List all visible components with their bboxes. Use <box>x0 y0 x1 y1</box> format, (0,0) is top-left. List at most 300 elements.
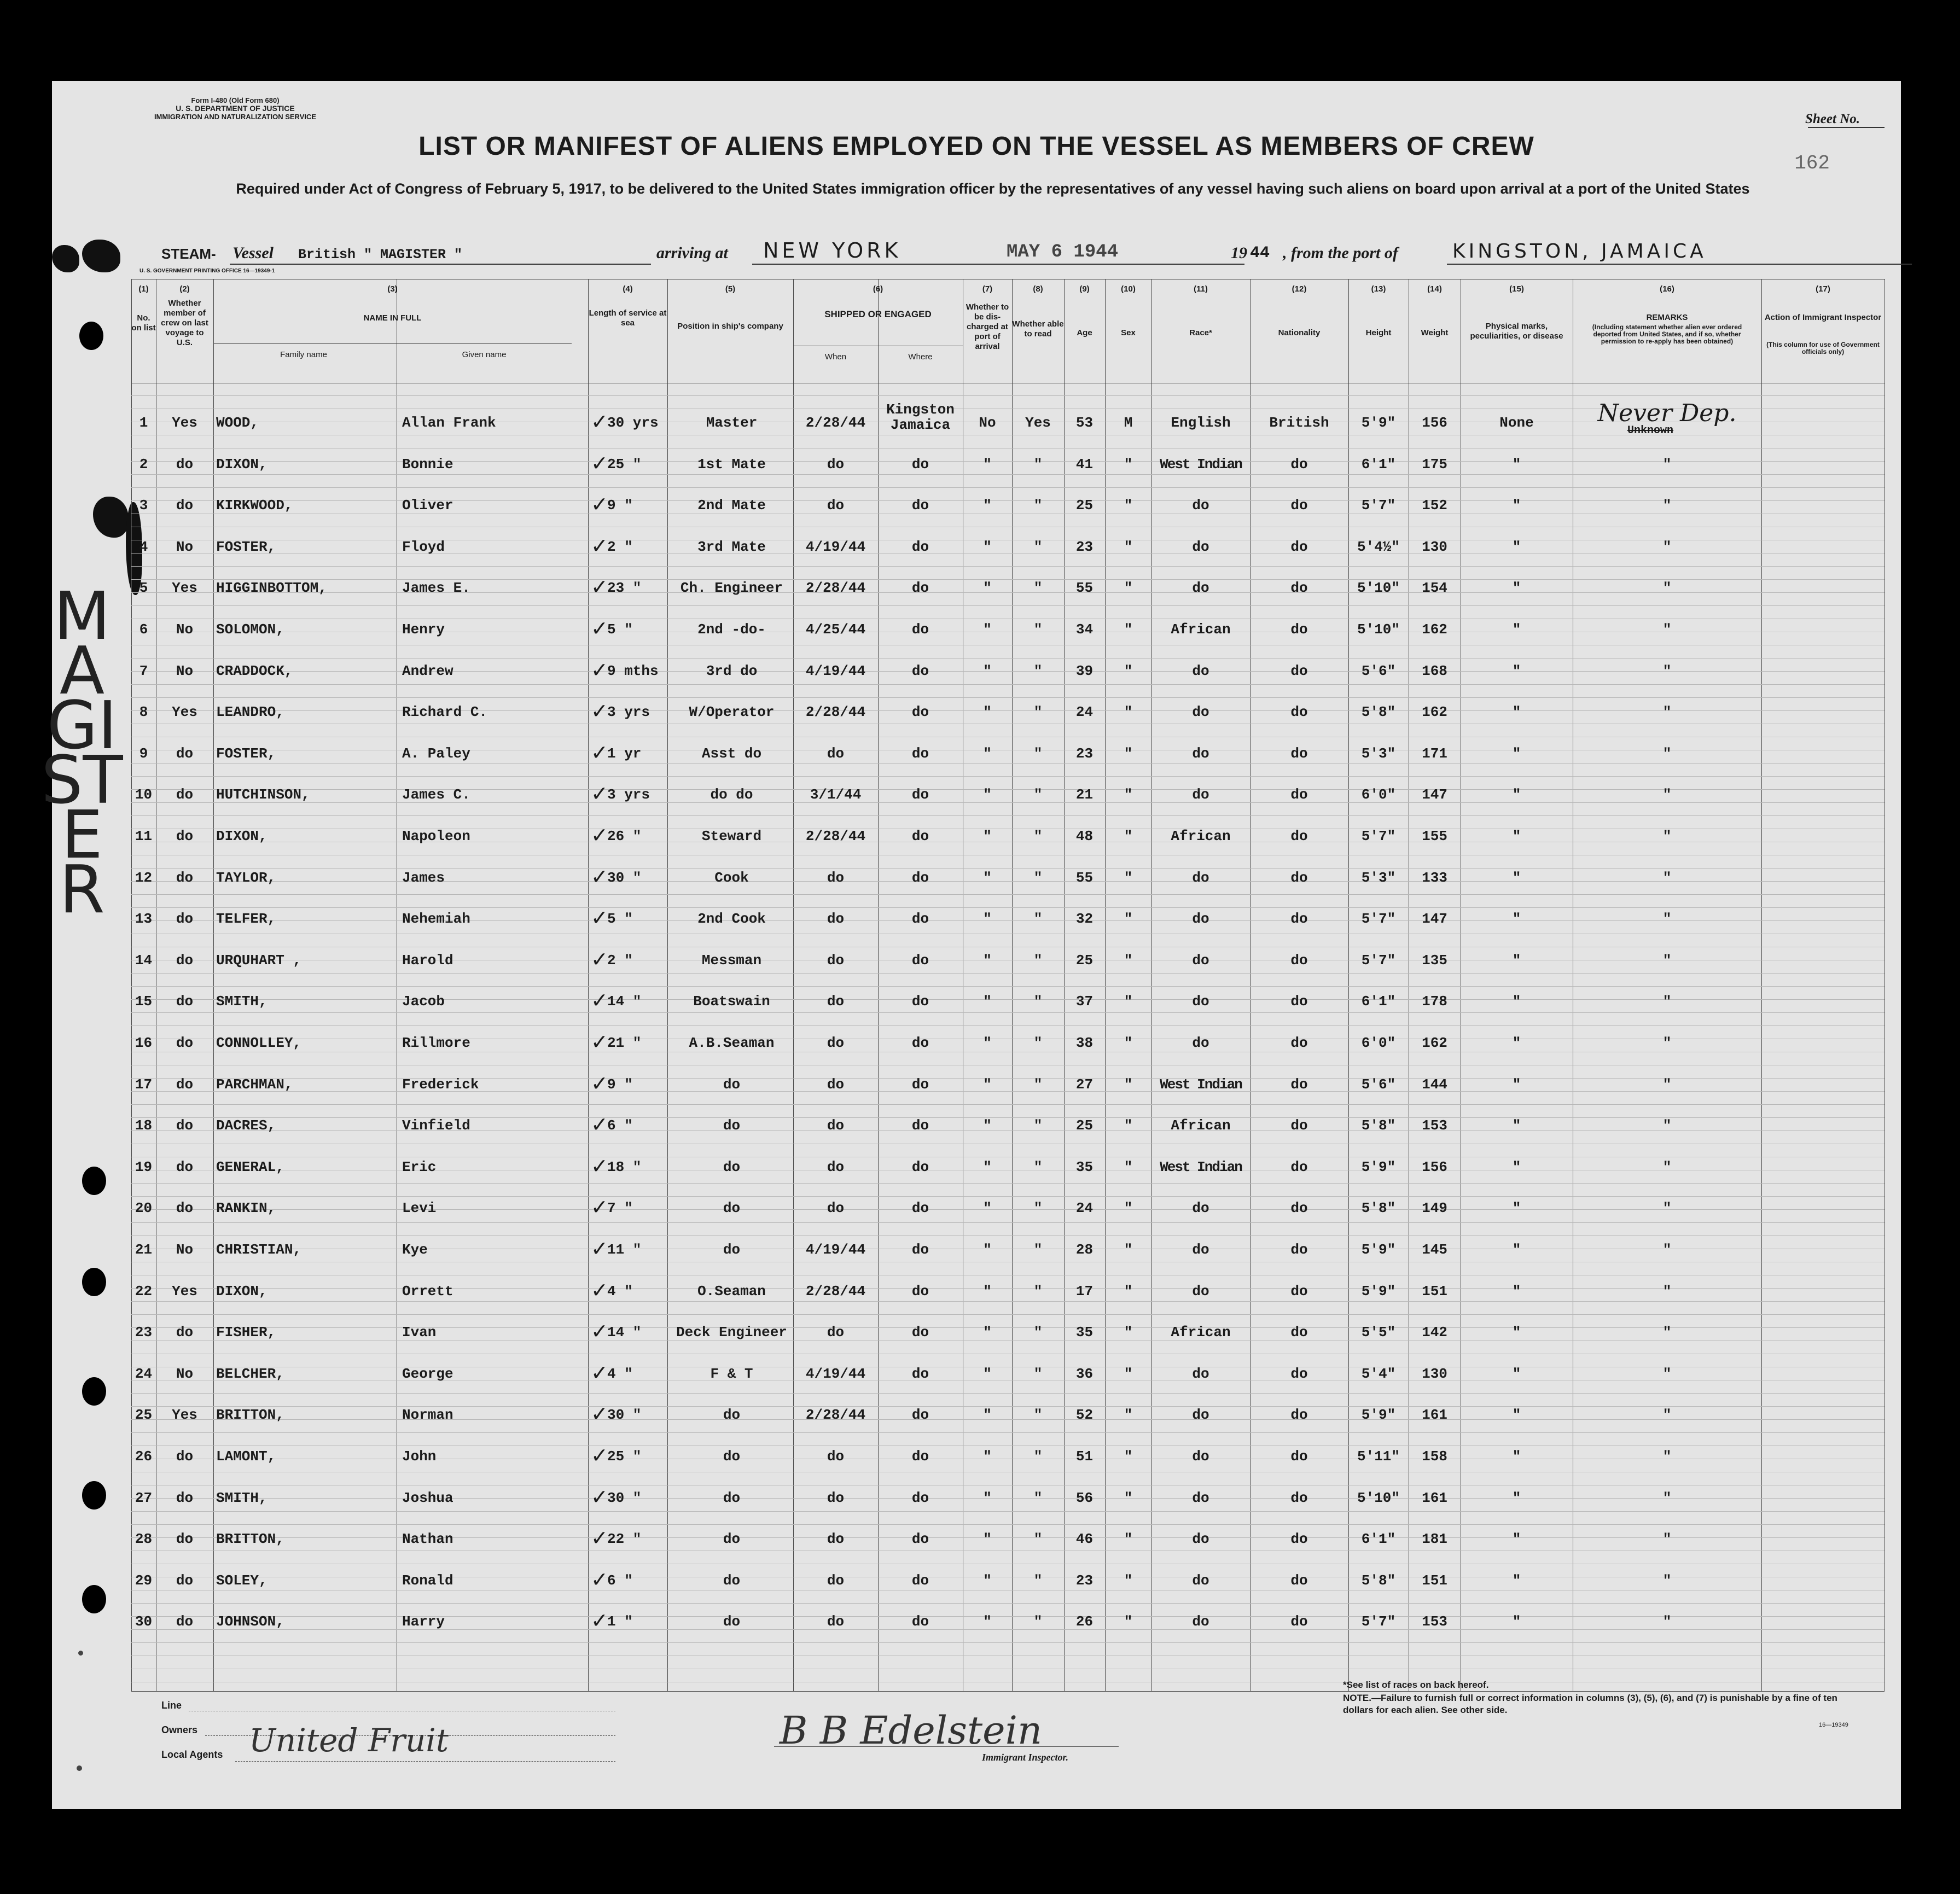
cell-disch: " <box>983 1035 992 1051</box>
column-rule <box>131 279 132 1691</box>
cell-age: 28 <box>1075 1242 1094 1258</box>
cell-no: 29 <box>135 1572 153 1589</box>
cell-nat: do <box>1290 1035 1308 1051</box>
cell-position: do <box>723 1242 741 1258</box>
pin-hole <box>77 1765 82 1771</box>
cell-disch: " <box>983 497 992 514</box>
cell-nat: do <box>1290 1366 1308 1382</box>
cell-remarks: " <box>1662 1117 1672 1134</box>
cell-nat: do <box>1290 539 1308 555</box>
cell-disch: " <box>983 786 992 803</box>
cell-remarks: " <box>1662 1200 1672 1216</box>
cell-service: 1 " <box>607 1613 633 1630</box>
cell-marks: " <box>1512 1407 1521 1423</box>
check-mark-icon: ✓ <box>591 988 608 1012</box>
cell-given: Jacob <box>402 993 445 1010</box>
cell-race: African <box>1171 828 1231 844</box>
vessel-label: Vessel <box>232 244 274 262</box>
cell-race: do <box>1192 1613 1209 1630</box>
cell-height: 5'8" <box>1361 704 1396 720</box>
cell-when: 4/19/44 <box>805 1242 866 1258</box>
header-sex: Sex <box>1121 328 1136 337</box>
cell-remarks: " <box>1662 539 1672 555</box>
cell-given: Joshua <box>402 1490 453 1506</box>
header-weight: Weight <box>1421 328 1449 337</box>
cell-no: 2 <box>139 456 148 473</box>
cell-position: 3rd Mate <box>697 539 766 555</box>
cell-marks: " <box>1512 539 1521 555</box>
cell-height: 5'7" <box>1361 828 1396 844</box>
form-header-line-1: Form I-480 (Old Form 680) <box>191 96 280 104</box>
cell-height: 5'3" <box>1361 870 1396 886</box>
cell-read: " <box>1033 621 1043 638</box>
cell-remarks: " <box>1662 1159 1672 1175</box>
header-shipped-or-engaged: SHIPPED OR ENGAGED <box>824 309 932 319</box>
check-mark-icon: ✓ <box>591 1402 608 1426</box>
cell-remarks: " <box>1662 1283 1672 1299</box>
cell-family: KIRKWOOD, <box>216 497 293 514</box>
cell-sex: " <box>1124 497 1133 514</box>
cell-sex: " <box>1124 1159 1133 1175</box>
cell-read: Yes <box>1025 415 1051 431</box>
ledger-line <box>131 1196 1885 1197</box>
cell-voyage: do <box>176 1035 194 1051</box>
cell-remarks: " <box>1662 1407 1672 1423</box>
cell-read: " <box>1033 1117 1043 1134</box>
cell-when: do <box>827 1613 845 1630</box>
ledger-line <box>131 1314 1885 1315</box>
cell-marks: " <box>1512 1324 1521 1341</box>
date-stamp: MAY 6 1944 <box>1007 242 1119 263</box>
cell-voyage: do <box>176 993 194 1010</box>
cell-service: 25 " <box>607 456 642 473</box>
cell-when: do <box>827 870 845 886</box>
cell-marks: " <box>1512 1366 1521 1382</box>
cell-voyage: do <box>176 1324 194 1341</box>
cell-when: do <box>827 1200 845 1216</box>
check-mark-icon: ✓ <box>591 1443 608 1467</box>
cell-service: 18 " <box>607 1159 642 1175</box>
cell-read: " <box>1033 828 1043 844</box>
cell-where: do <box>911 1366 929 1382</box>
cell-where: do <box>911 1283 929 1299</box>
cell-read: " <box>1033 704 1043 720</box>
cell-sex: " <box>1124 745 1133 762</box>
cell-weight: 144 <box>1422 1076 1447 1093</box>
cell-marks: " <box>1512 745 1521 762</box>
col-number: (14) <box>1427 284 1442 294</box>
cell-disch: " <box>983 1613 992 1630</box>
cell-given: Harry <box>402 1613 445 1630</box>
cell-weight: 168 <box>1422 663 1447 679</box>
cell-marks: " <box>1512 1200 1521 1216</box>
cell-age: 17 <box>1075 1283 1094 1299</box>
header-race: Race* <box>1189 328 1212 337</box>
cell-sex: " <box>1124 539 1133 555</box>
cell-where: do <box>911 1531 929 1547</box>
cell-nat: do <box>1290 1490 1308 1506</box>
cell-marks: " <box>1512 621 1521 638</box>
cell-disch: " <box>983 621 992 638</box>
cell-read: " <box>1033 1159 1043 1175</box>
cell-age: 35 <box>1075 1324 1094 1341</box>
column-rule <box>1151 279 1152 1691</box>
cell-race: do <box>1192 1572 1209 1589</box>
cell-family: FOSTER, <box>216 745 276 762</box>
local-agents-field <box>235 1761 615 1762</box>
cell-disch: " <box>983 1407 992 1423</box>
cell-marks: " <box>1512 1076 1521 1093</box>
cell-family: CHRISTIAN, <box>216 1242 302 1258</box>
cell-nat: do <box>1290 1200 1308 1216</box>
cell-weight: 130 <box>1422 1366 1447 1382</box>
col-number: (6) <box>873 284 883 294</box>
cell-given: John <box>402 1448 437 1465</box>
cell-given: Floyd <box>402 539 445 555</box>
cell-family: DIXON, <box>216 1283 267 1299</box>
cell-read: " <box>1033 1242 1043 1258</box>
cell-family: DIXON, <box>216 828 267 844</box>
check-mark-icon: ✓ <box>591 492 608 516</box>
header-family-name: Family name <box>280 350 327 359</box>
cell-height: 5'9" <box>1361 1159 1396 1175</box>
cell-read: " <box>1033 663 1043 679</box>
local-agents-label: Local Agents <box>161 1749 223 1760</box>
ledger-line <box>131 1524 1885 1525</box>
cell-no: 4 <box>139 539 148 555</box>
cell-remarks: " <box>1662 1531 1672 1547</box>
col-number: (7) <box>982 284 993 294</box>
column-rule <box>1761 279 1762 1691</box>
cell-disch: " <box>983 539 992 555</box>
cell-given: Napoleon <box>402 828 470 844</box>
cell-given: Norman <box>402 1407 453 1423</box>
cell-height: 5'9" <box>1361 1407 1396 1423</box>
cell-position: Cook <box>714 870 749 886</box>
cell-read: " <box>1033 1076 1043 1093</box>
cell-where: do <box>911 1159 929 1175</box>
arriving-label: arriving at <box>656 244 728 262</box>
cell-position: Boatswain <box>693 993 770 1010</box>
cell-voyage: No <box>176 1366 194 1382</box>
cell-family: LAMONT, <box>216 1448 276 1465</box>
cell-age: 51 <box>1075 1448 1094 1465</box>
cell-sex: " <box>1124 1448 1133 1465</box>
sheet-number-label: Sheet No. <box>1805 112 1860 126</box>
cell-when: 4/19/44 <box>805 1366 866 1382</box>
cell-given: Andrew <box>402 663 453 679</box>
cell-read: " <box>1033 1366 1043 1382</box>
cell-given: Rillmore <box>402 1035 470 1051</box>
ledger-line <box>131 815 1885 816</box>
check-mark-icon: ✓ <box>591 1237 608 1261</box>
cell-when: 2/28/44 <box>805 828 866 844</box>
cell-voyage: do <box>176 1613 194 1630</box>
cell-family: DIXON, <box>216 456 267 473</box>
cell-marks: " <box>1512 1159 1521 1175</box>
cell-where: do <box>911 1117 929 1134</box>
cell-race: do <box>1192 1531 1209 1547</box>
cell-weight: 162 <box>1422 704 1447 720</box>
cell-when: do <box>827 456 845 473</box>
cell-voyage: do <box>176 870 194 886</box>
cell-where: do <box>911 497 929 514</box>
cell-sex: " <box>1124 1076 1133 1093</box>
cell-no: 16 <box>135 1035 153 1051</box>
cell-age: 39 <box>1075 663 1094 679</box>
cell-position: do <box>723 1448 741 1465</box>
cell-disch: " <box>983 952 992 969</box>
header-rule <box>213 343 572 344</box>
cell-height: 5'9" <box>1361 1242 1396 1258</box>
cell-disch: " <box>983 993 992 1010</box>
cell-no: 6 <box>139 621 148 638</box>
cell-nat: do <box>1290 1613 1308 1630</box>
cell-service: 2 " <box>607 539 633 555</box>
ledger-line <box>131 1222 1885 1223</box>
cell-when: 4/19/44 <box>805 539 866 555</box>
cell-disch: " <box>983 870 992 886</box>
origin-port: KINGSTON, JAMAICA <box>1452 240 1707 263</box>
cell-sex: " <box>1124 1531 1133 1547</box>
cell-weight: 145 <box>1422 1242 1447 1258</box>
header-last-voyage: Whether member of crew on last voyage to U.S. <box>161 299 208 347</box>
cell-family: GENERAL, <box>216 1159 284 1175</box>
ledger-line <box>131 395 1885 396</box>
signature-line <box>774 1746 1119 1747</box>
cell-weight: 152 <box>1422 497 1447 514</box>
check-mark-icon: ✓ <box>591 1071 608 1095</box>
cell-remarks: " <box>1662 1324 1672 1341</box>
cell-height: 5'8" <box>1361 1572 1396 1589</box>
cell-race: African <box>1171 1324 1231 1341</box>
cell-service: 11 " <box>607 1242 642 1258</box>
cell-disch: " <box>983 1159 992 1175</box>
cell-position: do <box>723 1407 741 1423</box>
cell-position: do <box>723 1200 741 1216</box>
col-number: (3) <box>387 284 398 294</box>
printing-office-line: U. S. GOVERNMENT PRINTING OFFICE 16—19349-1 <box>139 268 275 274</box>
punch-hole <box>82 1167 106 1195</box>
cell-weight: 156 <box>1422 415 1447 431</box>
cell-marks: " <box>1512 1117 1521 1134</box>
cell-no: 22 <box>135 1283 153 1299</box>
cell-sex: " <box>1124 1407 1133 1423</box>
cell-marks: " <box>1512 663 1521 679</box>
ledger-line <box>131 487 1885 488</box>
cell-race: do <box>1192 1035 1209 1051</box>
cell-no: 7 <box>139 663 148 679</box>
cell-age: 46 <box>1075 1531 1094 1547</box>
cell-position: 1st Mate <box>697 456 766 473</box>
cell-when: do <box>827 1324 845 1341</box>
cell-nat: do <box>1290 1407 1308 1423</box>
cell-sex: " <box>1124 1572 1133 1589</box>
vessel-name: British " MAGISTER " <box>298 247 463 263</box>
cell-marks: " <box>1512 456 1521 473</box>
ledger-line <box>131 474 1885 475</box>
cell-no: 23 <box>135 1324 153 1341</box>
races-note: *See list of races on back hereof. <box>1343 1680 1489 1690</box>
form-header <box>120 96 350 121</box>
cell-when: do <box>827 745 845 762</box>
check-mark-icon: ✓ <box>591 1567 608 1592</box>
cell-age: 48 <box>1075 828 1094 844</box>
check-mark-icon: ✓ <box>591 1030 608 1054</box>
cell-voyage: do <box>176 1490 194 1506</box>
cell-voyage: do <box>176 456 194 473</box>
cell-read: " <box>1033 580 1043 596</box>
cell-voyage: do <box>176 1572 194 1589</box>
cell-race: do <box>1192 993 1209 1010</box>
cell-where: do <box>911 1448 929 1465</box>
cell-nat: do <box>1290 1448 1308 1465</box>
cell-where: do <box>911 1200 929 1216</box>
column-rule <box>1064 279 1065 1691</box>
cell-no: 12 <box>135 870 153 886</box>
cell-position: Master <box>706 415 758 431</box>
ledger-line <box>131 1025 1885 1026</box>
cell-height: 5'10" <box>1357 1490 1400 1506</box>
cell-height: 5'10" <box>1357 621 1400 638</box>
cell-height: 5'7" <box>1361 952 1396 969</box>
cell-remarks: " <box>1662 704 1672 720</box>
col-number: (4) <box>623 284 633 294</box>
cell-read: " <box>1033 745 1043 762</box>
cell-marks: " <box>1512 1572 1521 1589</box>
cell-position: Ch. Engineer <box>680 580 783 596</box>
cell-sex: " <box>1124 621 1133 638</box>
cell-race: do <box>1192 580 1209 596</box>
cell-when: do <box>827 1448 845 1465</box>
cell-no: 20 <box>135 1200 153 1216</box>
cell-race: West Indian <box>1160 1159 1242 1175</box>
cell-remarks: " <box>1662 1448 1672 1465</box>
cell-voyage: do <box>176 745 194 762</box>
page-subtitle: Required under Act of Congress of February 5, 1917, to be delivered to the United States immigration officer by the representatives of any vessel having such aliens on board upon arrival at a port of the United States <box>236 180 1750 197</box>
cell-when: do <box>827 911 845 927</box>
cell-service: 23 " <box>607 580 642 596</box>
ledger-line <box>131 1642 1885 1643</box>
ledger-line <box>131 605 1885 606</box>
cell-disch: " <box>983 1324 992 1341</box>
header-age: Age <box>1077 328 1092 337</box>
cell-where: do <box>911 786 929 803</box>
cell-no: 11 <box>135 828 153 844</box>
cell-race: do <box>1192 539 1209 555</box>
cell-sex: " <box>1124 1324 1133 1341</box>
cell-weight: 171 <box>1422 745 1447 762</box>
col-number: (16) <box>1660 284 1674 294</box>
cell-disch: " <box>983 456 992 473</box>
header-physical-marks: Physical marks, peculiarities, or disease <box>1470 322 1563 341</box>
cell-service: 30 " <box>607 1407 642 1423</box>
cell-when: do <box>827 1159 845 1175</box>
check-mark-icon: ✓ <box>591 947 608 971</box>
cell-sex: " <box>1124 663 1133 679</box>
cell-no: 3 <box>139 497 148 514</box>
cell-sex: " <box>1124 704 1133 720</box>
cell-weight: 178 <box>1422 993 1447 1010</box>
cell-family: BRITTON, <box>216 1531 284 1547</box>
cell-marks: " <box>1512 1613 1521 1630</box>
cell-read: " <box>1033 786 1043 803</box>
cell-read: " <box>1033 1324 1043 1341</box>
cell-given: Richard C. <box>402 704 488 720</box>
cell-race: do <box>1192 704 1209 720</box>
cell-height: 6'0" <box>1361 786 1396 803</box>
cell-disch: " <box>983 1490 992 1506</box>
cell-disch: " <box>983 828 992 844</box>
cell-given: Orrett <box>402 1283 453 1299</box>
struck-remark: Unknown <box>1627 424 1674 437</box>
ledger-line <box>131 1603 1885 1604</box>
cell-where: do <box>911 993 929 1010</box>
cell-service: 30 yrs <box>607 415 659 431</box>
cell-position: A.B.Seaman <box>689 1035 775 1051</box>
from-port-label: , from the port of <box>1283 244 1398 262</box>
cell-sex: " <box>1124 1035 1133 1051</box>
cell-nat: do <box>1290 456 1308 473</box>
cell-sex: " <box>1124 1242 1133 1258</box>
cell-nat: do <box>1290 497 1308 514</box>
header-able-to-read: Whether able to read <box>1012 319 1064 339</box>
col-number: (2) <box>179 284 190 294</box>
cell-position: 3rd do <box>706 663 758 679</box>
cell-race: do <box>1192 1366 1209 1382</box>
cell-position: do do <box>710 786 753 803</box>
cell-service: 21 " <box>607 1035 642 1051</box>
cell-height: 5'9" <box>1361 415 1396 431</box>
cell-no: 18 <box>135 1117 153 1134</box>
cell-where: do <box>911 1572 929 1589</box>
cell-family: SMITH, <box>216 993 267 1010</box>
cell-voyage: do <box>176 497 194 514</box>
col-number: (11) <box>1194 284 1208 294</box>
cell-weight: 161 <box>1422 1490 1447 1506</box>
cell-where: do <box>911 1324 929 1341</box>
ledger-line <box>131 763 1885 764</box>
cell-position: do <box>723 1076 741 1093</box>
cell-family: URQUHART , <box>216 952 302 969</box>
check-mark-icon: ✓ <box>591 823 608 847</box>
cell-when: do <box>827 1035 845 1051</box>
header-nationality: Nationality <box>1278 328 1321 337</box>
cell-race: do <box>1192 663 1209 679</box>
cell-read: " <box>1033 1407 1043 1423</box>
cell-age: 55 <box>1075 870 1094 886</box>
cell-race: do <box>1192 1283 1209 1299</box>
fine-note-text: —Failure to furnish full or correct information in columns (3), (5), (6), and (7) is punishable by a fine of ten dollars for each alien. See other side. <box>1343 1693 1837 1715</box>
cell-nat: British <box>1269 415 1329 431</box>
cell-age: 52 <box>1075 1407 1094 1423</box>
cell-no: 27 <box>135 1490 153 1506</box>
cell-family: RANKIN, <box>216 1200 276 1216</box>
cell-where: do <box>911 828 929 844</box>
cell-family: CONNOLLEY, <box>216 1035 302 1051</box>
cell-age: 23 <box>1075 539 1094 555</box>
cell-family: SMITH, <box>216 1490 267 1506</box>
cell-no: 14 <box>135 952 153 969</box>
cell-voyage: Yes <box>172 580 197 596</box>
col-number: (5) <box>725 284 736 294</box>
cell-position: Messman <box>701 952 762 969</box>
cell-service: 30 " <box>607 870 642 886</box>
cell-height: 5'4" <box>1361 1366 1396 1382</box>
cell-given: Nehemiah <box>402 911 470 927</box>
cell-sex: " <box>1124 580 1133 596</box>
cell-service: 6 " <box>607 1117 633 1134</box>
